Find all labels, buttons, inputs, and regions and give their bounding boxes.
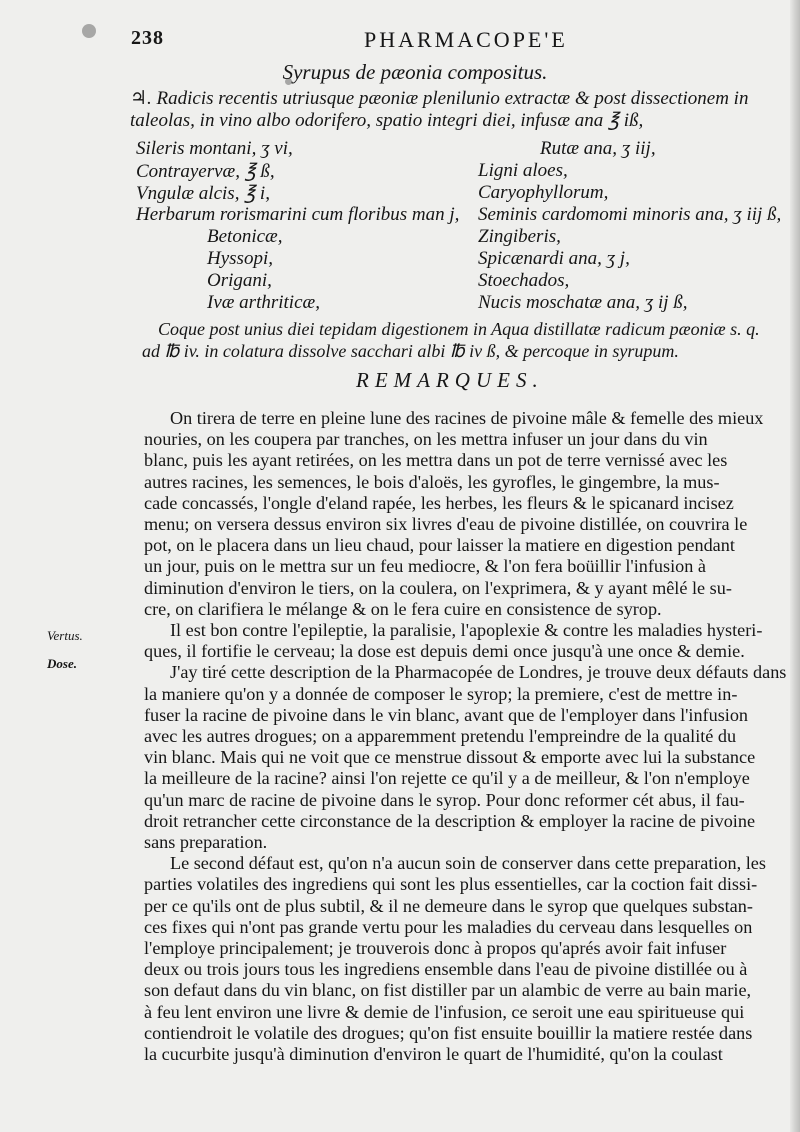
remarques-body xyxy=(144,408,789,1065)
ingredient-left: Contrayervæ, ℥ ß, xyxy=(136,161,275,182)
text-line: droit retrancher cette circonstance de la description & employer la racine de pivoine xyxy=(144,810,756,831)
text-line: deux ou trois jours tous les ingrediens ensemble dans l'eau de pivoine distillée ou à xyxy=(144,959,748,980)
ingredient-left: Vngulæ alcis, ℥ i, xyxy=(136,183,270,204)
text-line: la maniere qu'on y a donnée de composer le syrop; la premiere, c'est de mettre in- xyxy=(144,683,738,704)
text-line: ques, il fortifie le cerveau; la dose est depuis demi once jusqu'à une once & demie. xyxy=(144,641,745,662)
text-line: un jour, puis on le mettra sur un feu mediocre, & l'on fera boüillir l'infusion à xyxy=(144,556,706,577)
text-line: avec les autres drogues; on a apparemment pretendu l'empreindre de la qualité du xyxy=(144,726,737,747)
text-line: l'employe principalement; je trouverois donc à propos qu'aprés avoir fait infuser xyxy=(144,938,727,959)
recipe-title: Syrupus de pæonia compositus. xyxy=(282,60,548,84)
text-line: son defaut dans du vin blanc, on fist distiller par un alambic de verre au bain marie, xyxy=(144,980,752,1001)
ingredient-right: Caryophyllorum, xyxy=(478,182,609,203)
ingredient-left: Sileris montani, ʒ vi, xyxy=(136,138,293,159)
ingredient-left: Herbarum rorismarini cum floribus man j, xyxy=(136,204,460,225)
text-line: diminution d'environ le tiers, on la coulera, on l'exprimera, & y ayant mêlé le su- xyxy=(144,577,732,598)
recipe-intro-line: taleolas, in vino albo odorifero, spatio integri diei, infusæ ana ℥ iß, xyxy=(130,110,644,131)
recipe-instruction-line: Coque post unius diei tepidam digestionem in Aqua distillatæ radicum pæoniæ s. q. xyxy=(158,319,760,339)
text-line: ces fixes qui n'ont pas grande vertu pour les maladies du cerveau dans lesquelles on xyxy=(144,916,753,937)
text-line: J'ay tiré cette description de la Pharmacopée de Londres, je trouve deux défauts dans xyxy=(170,662,787,683)
ingredient-right: Seminis cardomomi minoris ana, ʒ iij ß, xyxy=(478,204,782,225)
ingredient-right: Zingiberis, xyxy=(478,226,561,247)
text-line: la cucurbite jusqu'à diminution d'environ le quart de l'humidité, qu'on la coulast xyxy=(144,1044,723,1065)
ingredient-right: Stoechados, xyxy=(478,270,570,291)
page-number: 238 xyxy=(131,27,164,49)
text-line: blanc, puis les ayant retirées, on les mettra dans un pot de terre vernissé avec les xyxy=(144,450,728,471)
text-line: qu'un marc de racine de pivoine dans le syrop. Pour donc reformer cét abus, il fau- xyxy=(144,789,745,810)
text-line: à feu lent environ une livre & demie de l'infusion, ce seroit une eau spiritueuse qui xyxy=(144,1001,745,1022)
margin-note-dose: Dose. xyxy=(47,656,77,671)
text-line: cade concassés, l'ongle d'eland rapée, les herbes, les fleurs & le spicanard incisez xyxy=(144,492,734,513)
ingredient-right: Ligni aloes, xyxy=(478,160,568,181)
ingredient-right: Spicænardi ana, ʒ j, xyxy=(478,248,630,269)
ingredient-right: Nucis moschatæ ana, ʒ ij ß, xyxy=(478,292,688,313)
paragraph xyxy=(144,408,789,620)
text-line: On tirera de terre en pleine lune des racines de pivoine mâle & femelle des mieux xyxy=(170,408,764,428)
text-line: cre, on clarifiera le mélange & on le fera cuire en consistence de syrop. xyxy=(144,598,662,619)
recipe-instruction-line: ad ℔ iv. in colatura dissolve sacchari albi ℔ iv ß, & percoque in syrupum. xyxy=(142,341,679,361)
text-line: Le second défaut est, qu'on n'a aucun soin de conserver dans cette preparation, les xyxy=(170,853,766,874)
ink-spot xyxy=(82,24,96,38)
recipe-instructions xyxy=(130,318,780,362)
ingredient-left: Betonicæ, xyxy=(207,226,283,247)
text-line: vin blanc. Mais qui ne voit que ce menstrue dissout & emporte avec lui la substance xyxy=(144,747,756,768)
text-line: la meilleure de la racine? ainsi l'on rejette ce qu'il y a de meilleur, & l'on n'employe xyxy=(144,768,750,789)
ingredient-left: Ivæ arthriticæ, xyxy=(207,292,320,313)
ingredient-left: Hyssopi, xyxy=(207,248,273,269)
text-line: pot, on le placera dans un lieu chaud, pour laisser la matiere en digestion pendant xyxy=(144,535,735,556)
ingredient-left: Origani, xyxy=(207,270,272,291)
paragraph xyxy=(144,853,789,1065)
text-line: fuser la racine de pivoine dans le vin blanc, avant que de l'employer dans l'infusion xyxy=(144,704,749,725)
text-line: contiendroit le volatile des drogues; qu'on fist ensuite bouillir la matiere restée dans xyxy=(144,1022,753,1043)
ingredient-right: Rutæ ana, ʒ iij, xyxy=(540,138,656,159)
text-line: menu; on versera dessus environ six livres d'eau de pivoine distillée, on couvrira le xyxy=(144,514,748,535)
text-line: parties volatiles des ingrediens qui sont les plus essentielles, car la coction fait dissi- xyxy=(144,874,758,895)
text-line: Il est bon contre l'epileptie, la paralisie, l'apoplexie & contre les maladies hysteri- xyxy=(170,620,763,641)
margin-note-vertus: Vertus. xyxy=(47,628,83,643)
recipe-intro-line: ♃. Radicis recentis utriusque pæoniæ plenilunio extractæ & post dissectionem in xyxy=(130,88,749,109)
paragraph xyxy=(144,620,789,662)
text-line: sans preparation. xyxy=(144,832,268,853)
text-line: autres racines, les semences, le bois d'aloës, les gyrofles, le gingembre, la mus- xyxy=(144,471,720,492)
scan-edge-shadow xyxy=(790,0,800,1132)
remarques-heading: REMARQUES. xyxy=(356,368,544,392)
paragraph xyxy=(144,662,789,853)
text-line: per ce qu'ils ont de plus subtil, & il ne demeure dans le syrop que quelques substan- xyxy=(144,895,753,916)
running-head: PHARMACOPE'E xyxy=(364,27,568,52)
text-line: nouries, on les coupera par tranches, on les mettra infuser un jour dans du vin xyxy=(144,429,708,450)
recipe-intro xyxy=(130,88,770,132)
